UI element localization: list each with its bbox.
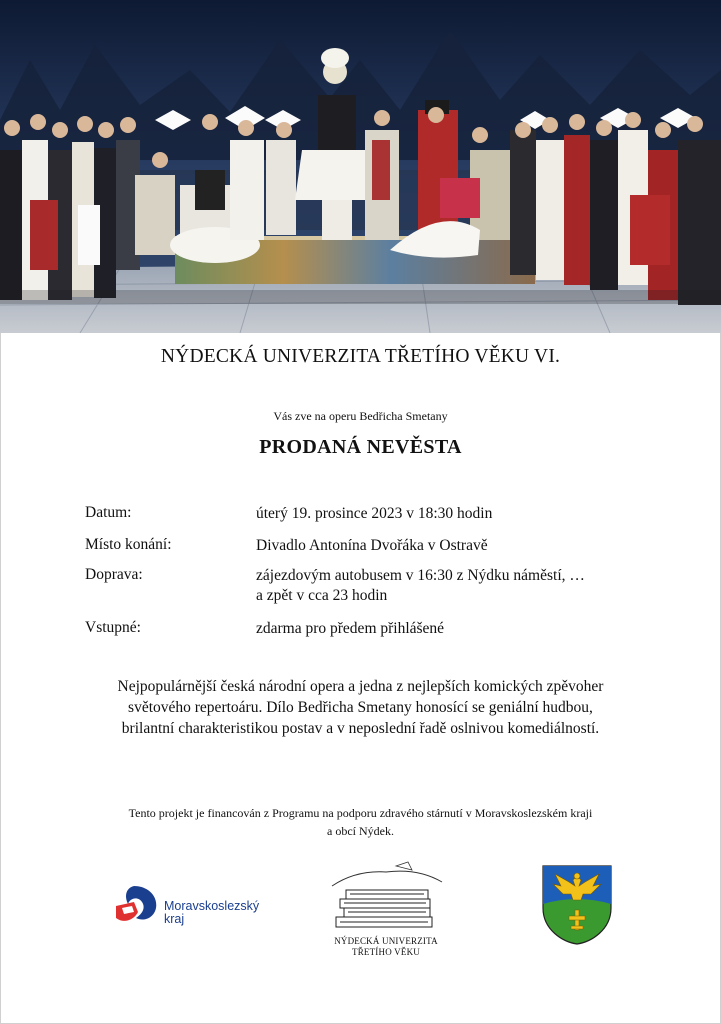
date-label: Datum: [85, 504, 132, 521]
funding-line-1: Tento projekt je financován z Programu na podporu zdravého stárnutí v Moravskoslezském kraji [128, 806, 593, 820]
transport-label: Doprava: [85, 566, 143, 583]
msk-emblem-icon [112, 882, 160, 930]
nydecka-univerzita-logo [326, 860, 446, 962]
funding-line-2: a obcí Nýdek. [327, 824, 394, 838]
venue-label: Místo konání: [85, 536, 172, 553]
msk-line-2: kraj [164, 912, 185, 926]
transport-value-line-2: a zpět v cca 23 hodin [256, 587, 388, 604]
nutv-wordmark [326, 936, 446, 958]
opera-title: PRODANÁ NEVĚSTA [259, 436, 462, 458]
date-value: úterý 19. prosince 2023 v 18:30 hodin [256, 505, 493, 522]
description-line-2: světového repertoáru. Dílo Bedřicha Smetany honosící se geniální hudbou, [128, 699, 593, 716]
coat-of-arms-icon [541, 864, 613, 946]
funding-note [80, 804, 641, 840]
description-line-1: Nejpopulárnější česká národní opera a jedna z nejlepších komických zpěvoher [117, 678, 604, 695]
admission-value: zdarma pro předem přihlášené [256, 620, 445, 637]
nydek-coat-of-arms [541, 864, 613, 946]
msk-line-1: Moravskoslezský [164, 899, 260, 913]
transport-value [256, 566, 585, 606]
nutv-line-1: NÝDECKÁ UNIVERZITA [334, 936, 438, 946]
stage-photo-icon [0, 0, 721, 333]
organization-title: NÝDECKÁ UNIVERZITA TŘETÍHO VĚKU VI. [160, 346, 561, 367]
invitation-line: Vás zve na operu Bedřicha Smetany [273, 409, 448, 423]
venue-value: Divadlo Antonína Dvořáka v Ostravě [256, 537, 488, 554]
admission-label: Vstupné: [85, 619, 141, 636]
opera-stage-photo [0, 0, 721, 333]
opera-description [70, 676, 651, 739]
moravskoslezsky-kraj-logo [112, 882, 282, 930]
msk-wordmark [164, 900, 259, 926]
nutv-line-2: TŘETÍHO VĚKU [352, 947, 420, 957]
books-stack-icon [326, 860, 446, 936]
description-line-3: brilantní charakteristikou postav a v neposlední řadě oslnivou komediálností. [121, 720, 600, 737]
transport-value-line-1: zájezdovým autobusem v 16:30 z Nýdku náměstí, … [256, 567, 585, 584]
